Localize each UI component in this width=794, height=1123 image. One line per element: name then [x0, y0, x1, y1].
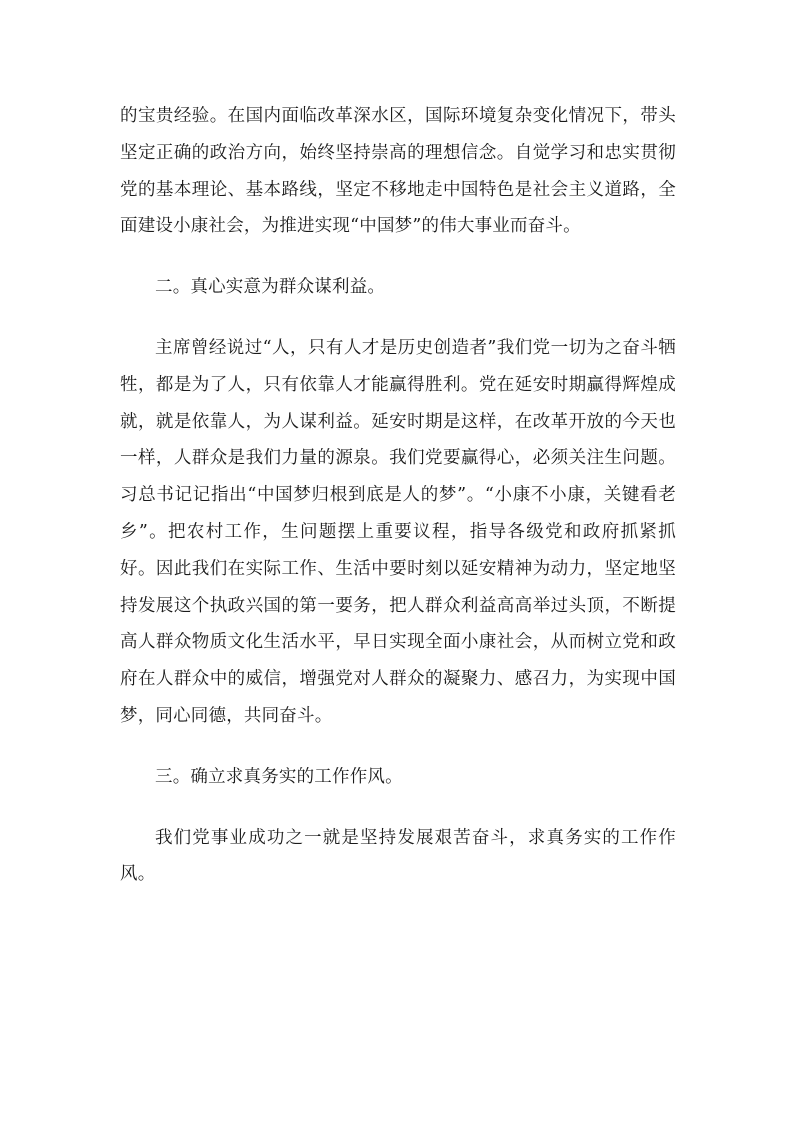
document-page	[120, 98, 676, 893]
paragraph-spacer	[120, 245, 676, 269]
paragraph-spacer	[120, 735, 676, 759]
section-heading-2: 二。真心实意为群众谋利益。	[155, 277, 386, 298]
body-paragraph: 主席曾经说过“人，只有人才是历史创造者”我们党一切为之奋斗牺牲，都是为了人，只有依靠人才能赢得胜利。党在延安时期赢得辉煌成就，就是依靠人，为人谋利益。延安时期是这样，在改革开放的今天也一样，人群众是我们力量的源泉。我们党要赢得心，必须关注生问题。习总书记记指出“中国梦归根到底是人的梦”。“小康不小康，关键看老乡”。把农村工作，生问题摆上重要议程，指导各级党和政府抓紧抓好。因此我们在实际工作、生活中要时刻以延安精神为动力，坚定地坚持发展这个执政兴国的第一要务，把人群众利益高高举过头顶，不断提高人群众物质文化生活水平，早日实现全面小康社会，从而树立党和政府在人群众中的威信，增强党对人群众的凝聚力、感召力，为实现中国梦，同心同德，共同奋斗。	[120, 337, 676, 726]
body-paragraph: 的宝贵经验。在国内面临改革深水区，国际环境复杂变化情况下，带头坚定正确的政治方向，始终坚持崇高的理想信念。自觉学习和忠实贯彻党的基本理论、基本路线，坚定不移地走中国特色是社会主义道路，全面建设小康社会，为推进实现“中国梦”的伟大事业而奋斗。	[120, 106, 676, 237]
section-heading-3: 三。确立求真务实的工作作风。	[155, 766, 403, 787]
paragraph-spacer	[120, 306, 676, 330]
paragraph-spacer	[120, 796, 676, 820]
body-paragraph: 我们党事业成功之一就是坚持发展艰苦奋斗，求真务实的工作作风。	[120, 827, 676, 885]
